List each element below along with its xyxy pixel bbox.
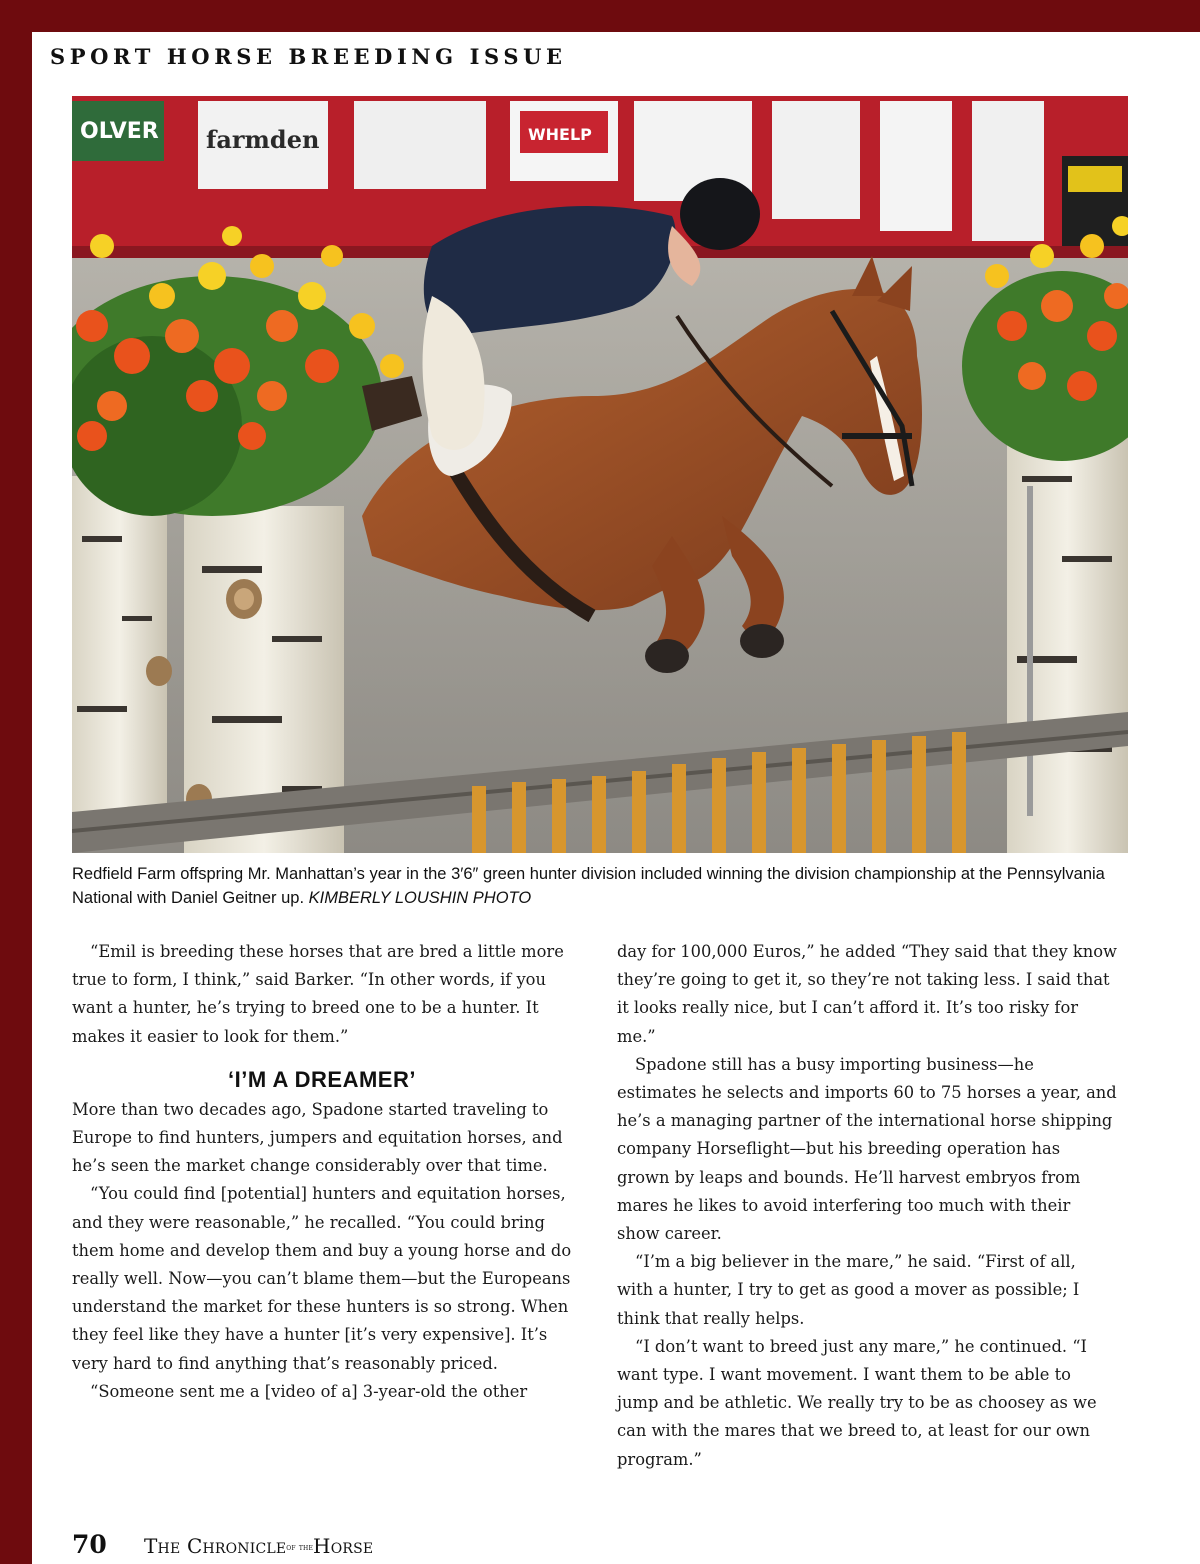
banner-text: farmden — [206, 125, 320, 154]
paragraph: day for 100,000 Euros,” he added “They said that they know they’re going to get it, so they’re not taking less. I said that it looks really nice, but I can’t afford it. It’s too risky for me.” — [617, 942, 1117, 1046]
masthead-of: of the — [286, 1543, 314, 1553]
caption-text: Redfield Farm offspring Mr. Manhattan’s year in the 3′6″ green hunter division included winning the division championship at the Pennsylvania National with Daniel Geitner up. — [72, 865, 1105, 907]
magazine-page — [32, 32, 1200, 1564]
paragraph: Spadone still has a busy importing business—he estimates he selects and imports 60 to 75 horses a year, and he’s a managing partner of the international horse shipping company Horseflight—but his breeding operation has grown by leaps and bounds. He’ll harvest embryos from mares he likes to avoid interfering too much with their show career. — [617, 1054, 1117, 1244]
horse-jumping-photo — [72, 96, 1128, 853]
left-column — [72, 938, 572, 1406]
section-title: SPORT HORSE BREEDING ISSUE — [50, 44, 567, 69]
paragraph: “I’m a big believer in the mare,” he said. “First of all, with a hunter, I try to get as good a mover as possible; I think that really helps. — [617, 1252, 1080, 1328]
masthead-horse: Horse — [313, 1534, 374, 1558]
photo-caption — [72, 862, 1132, 910]
subhead: ‘I’M A DREAMER’ — [228, 1066, 416, 1092]
banner-text: WHELP — [528, 125, 592, 144]
masthead-chronicle: Chronicle — [186, 1534, 287, 1558]
paragraph: “I don’t want to breed just any mare,” he continued. “I want type. I want movement. I want them to be able to jump and be athletic. We really try to be as choosey as we can with the mares that we breed to, at least for our own program.” — [617, 1336, 1097, 1469]
banner-text: OLVER — [80, 119, 159, 144]
paragraph: “Emil is breeding these horses that are bred a little more true to form, I think,” said Barker. “In other words, if you want a hunter, he’s trying to breed one to be a hunter. It makes it easier to look for them.” — [72, 942, 564, 1046]
masthead-logo — [144, 1534, 373, 1558]
page-number: 70 — [72, 1530, 107, 1559]
right-column — [617, 938, 1117, 1474]
paragraph: More than two decades ago, Spadone started traveling to Europe to find hunters, jumpers and equitation horses, and he’s seen the market change considerably over that time. — [72, 1099, 563, 1176]
photo-credit: KIMBERLY LOUSHIN PHOTO — [308, 889, 532, 907]
paragraph: “Someone sent me a [video of a] 3-year-old the other — [90, 1381, 528, 1401]
masthead-the: The — [144, 1534, 181, 1558]
paragraph: “You could find [potential] hunters and equitation horses, and they were reasonable,” he recalled. “You could bring them home and develop them and buy a young horse and do really well. Now—you can’t blame them—but the Europeans understand the market for these hunters is so strong. When they feel like they have a hunter [it’s very expensive]. It’s very hard to find anything that’s reasonably priced. — [72, 1184, 572, 1373]
